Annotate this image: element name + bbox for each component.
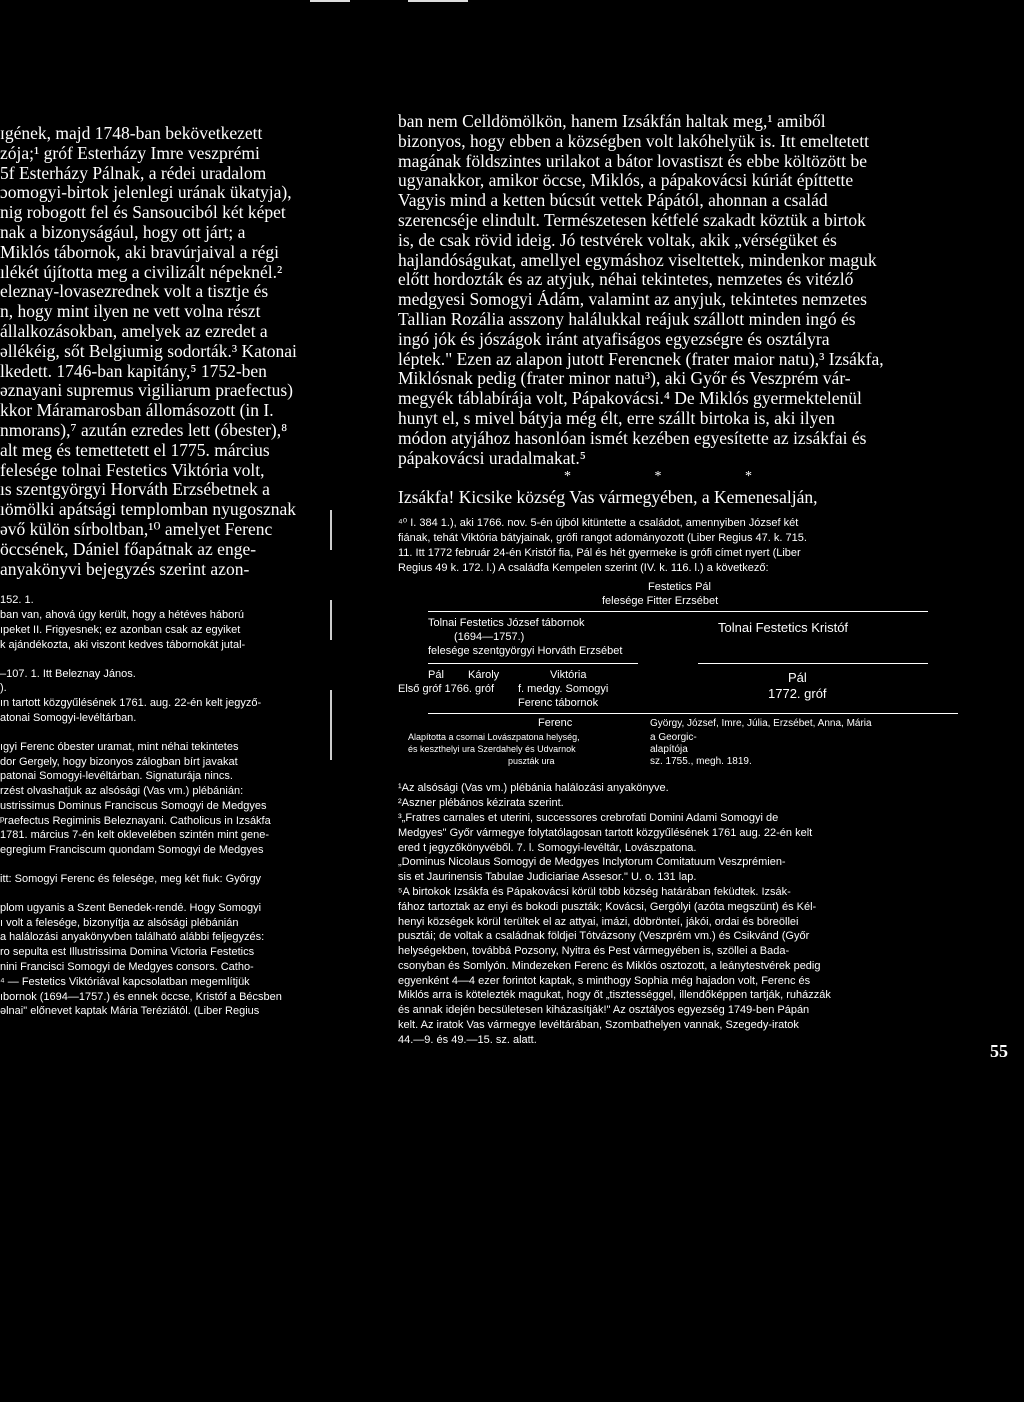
family-tree — [398, 581, 958, 781]
left-body-text — [0, 124, 330, 579]
tree-root-spouse: felesége Fitter Erzsébet — [602, 595, 719, 608]
footnote-line: ²Aszner plébános kézirata szerint. — [398, 797, 564, 810]
left-notes-d — [0, 872, 330, 887]
footnote-line: ⁵A birtokok Izsákfa és Pápakovácsi körül több község határában feküdtek. Izsák- — [398, 885, 791, 898]
text-line: magának földszintes urilakot a bátor lovastiszt és ebbe költözött be — [398, 151, 867, 171]
tree-root-name: Festetics Pál — [648, 581, 711, 594]
tree-line-3 — [698, 663, 928, 664]
text-line: ugyanakkor, amikor öccse, Miklós, a pápakovácsi kúriát építtette — [398, 171, 854, 191]
footnote-line: henyi községek körül terültek el az attyai, imázi, döbrönteí, jákói, ordai és böreöllei — [398, 915, 799, 928]
tree-b1-years: (1694—1757.) — [454, 631, 525, 644]
footnote-line: atonai Somogyi-levéltárban. — [0, 711, 137, 724]
footnote-line: ¹Az alsósági (Vas vm.) plébánia halálozási anyakönyve. — [398, 782, 669, 795]
tree-d-ferenc: Ferenc — [538, 717, 573, 730]
text-line: n, hogy mint ilyen ne vett volna részt — [0, 302, 261, 322]
tree-c-pal2-info: 1772. gróf — [768, 686, 827, 702]
footnote-line: ın tartott közgyűlésének 1761. aug. 22-én kelt jegyző- — [0, 697, 262, 710]
tree-d-ferenc-info1: Alapította a csornai Lovászpatona helység, — [408, 732, 580, 743]
tree-b1-name: Tolnai Festetics József tábornok — [428, 617, 585, 630]
tree-c-pal2: Pál — [788, 670, 807, 686]
footnote-line: Miklós arra is kötelezték magukat, hogy őt „tisztességgel, illendőképpen tartják, ruházzák — [398, 989, 831, 1002]
text-line: Miklós tábornok, aki bravúrjaival a régi — [0, 242, 279, 262]
left-notes-b — [0, 667, 330, 726]
text-line: Tallian Rozália asszony halálukkal reájuk szállott minden ingó és — [398, 309, 856, 329]
footnote-line: nini Francisci Somogyi de Medgyes consors. Catho- — [0, 961, 254, 974]
right-notes-a — [398, 516, 958, 575]
footnote-line: ³„Fratres carnales et uterini, successores crebrofati Domini Adami Somogyi de — [398, 811, 779, 824]
text-line: Vagyis mind a ketten búcsút vettek Pápától, ahonnan a család — [398, 191, 828, 211]
tree-d-children-2: a Georgic- — [650, 732, 697, 744]
footnote-line: 1781. március 7-én kelt oklevelében szintén mint gene- — [0, 829, 270, 842]
tree-d-children-4: sz. 1755., megh. 1819. — [650, 756, 752, 768]
right-body-text — [398, 112, 958, 468]
text-line: bizonyos, hogy ebben a községben volt lakóhelyük is. Itt emeltetett — [398, 131, 869, 151]
footnote-line: k ajándékozta, aki viszont kedves tábornokát jutal- — [0, 638, 246, 651]
right-page-column — [398, 112, 958, 1048]
footnote-line: fához tartoztak az enyi és bokodi puszták; Kovácsi, Gergólyi (azóta megszünt) és Kél- — [398, 900, 817, 913]
text-line: ban nem Celldömölkön, hanem Izsákfán haltak meg,¹ amiből — [398, 112, 826, 131]
tree-d-children-3: alapítója — [650, 744, 688, 756]
text-line: əznayani supremus vigiliarum praefectus) — [0, 381, 294, 401]
text-line: hunyt el, s mivel bátyja még élt, erre szállt birtoka is, aki ilyen — [398, 408, 835, 428]
text-line: alt meg és temettetett el 1775. március — [0, 440, 270, 460]
text-line: 5f Esterházy Pálnak, a rédei uradalom — [0, 163, 267, 183]
tree-c-pal: Pál — [428, 669, 444, 682]
footnote-line: egregium Franciscum quondam Somogyi de Medgyes — [0, 844, 264, 857]
footnote-line: Medgyes" Győr vármegye folytatólagosan tartott közgyűlésének 1761 aug. 22-én kelt — [398, 826, 813, 839]
right-notes-b — [398, 781, 958, 1047]
footnote-line: ⁴ — Festetics Viktóriával kapcsolatban megemlítjük — [0, 975, 250, 988]
footnote-line: rzést olvashatjuk az alsósági (Vas vm.) plébánián: — [0, 785, 244, 798]
footnote-line: –107. 1. Itt Beleznay János. — [0, 667, 136, 680]
tree-b2-name: Tolnai Festetics Kristóf — [718, 620, 849, 636]
text-line: lkedett. 1746-ban kapitány,⁵ 1752-ben — [0, 361, 267, 381]
izsakfa-line: Izsákfa! Kicsike község Vas vármegyében, a Kemenesalján, — [398, 488, 818, 508]
text-line: anyakönyvi bejegyzés szerint azon- — [0, 559, 250, 579]
text-line: felesége tolnai Festetics Viktória volt, — [0, 460, 265, 480]
text-line: kkor Máramarosban állomásozott (in I. — [0, 401, 274, 421]
footnote-line: a halálozási anyakönyvben található alábbi feljegyzés: — [0, 931, 265, 944]
footnote-line: kelt. Az iratok Vas vármegye levéltárában, Szombathelyen vannak, Szegedy-iratok — [398, 1019, 799, 1032]
section-stars: * * * — [564, 469, 792, 485]
text-line: Miklósnak pedig (frater minor natu³), aki Győr és Veszprém vár- — [398, 369, 851, 389]
footnote-line: „Dominus Nicolaus Somogyi de Medgyes Inclytorum Comitatuum Veszprémien- — [398, 856, 786, 869]
footnote-line: ustrissimus Dominus Franciscus Somogyi de Medgyes — [0, 799, 267, 812]
gutter-bar-2 — [330, 600, 332, 640]
tree-line-2 — [428, 663, 638, 664]
text-line: ıs szentgyörgyi Horváth Erzsébetnek a — [0, 480, 270, 500]
footnote-line: 44.—9. és 49.—15. sz. alatt. — [398, 1033, 537, 1046]
text-line: léptek." Ezen az alapon jutott Ferencnek (frater maior natu),³ Izsákfa, — [398, 349, 884, 369]
text-line: szerencséje elindult. Természetesen kétfelé szakadt köztük a birtok — [398, 210, 866, 230]
text-line: ılékét újította meg a civilizált népeknél.² — [0, 262, 283, 282]
footnote-line: és annak idején becsületesen kiházasítják!" Az osztályos egyezség 1749-ben Pápán — [398, 1004, 810, 1017]
footnote-line: ıbornok (1694—1757.) és ennek öccse, Kristóf a Bécsben — [0, 990, 282, 1003]
footnote-line: dor Gergely, hogy bizonyos zálogban bírt javakat — [0, 755, 238, 768]
footnote-line: pusztái; de voltak a családnak földjei Tótvázsony (Veszprém vm.) és Csikvánd (Győr — [398, 930, 810, 943]
left-notes-a — [0, 593, 330, 652]
footnote-line: ban van, ahová úgy került, hogy a hétéves háború — [0, 609, 245, 622]
left-notes-c — [0, 740, 330, 858]
text-line: ıömölki apátsági templomban nyugosznak — [0, 500, 296, 520]
footnote-line: plom ugyanis a Szent Benedek-rendé. Hogy Somogyi — [0, 901, 262, 914]
tree-d-ferenc-info3: puszták ura — [508, 756, 555, 767]
tree-c-karoly: Károly — [468, 669, 500, 682]
text-line: əvő külön sírboltban,¹⁰ amelyet Ferenc — [0, 519, 273, 539]
text-line: ɔomogyi-birtok jelenlegi urának ükatyja), — [0, 183, 292, 203]
footnote-line: ı volt a felesége, bizonyítja az alsósági plébánián — [0, 916, 239, 929]
tree-c-pal-info: Első gróf 1766. gróf — [398, 683, 495, 696]
footnote-line: fiának, tehát Viktória bátyjainak, grófi rangot adományozott (Liber Regius 47. k. 715. — [398, 531, 807, 544]
text-line: medgyesi Somogyi Ádám, valamint az anyjuk, tekintetes nemzetes — [398, 290, 867, 310]
footnote-line: 11. Itt 1772 február 24-én Kristóf fia, Pál és hét gyermeke is grófi címet nyert (Liber — [398, 546, 801, 559]
text-line: nak a bizonyságául, hogy ott járt; a — [0, 222, 246, 242]
footnote-line: itt: Somogyi Ferenc és felesége, meg két fiuk: Győrgy — [0, 873, 262, 886]
tree-line-4 — [428, 713, 958, 714]
footnote-line: patonai Somogyi-levéltárban. Signaturája nincs. — [0, 770, 233, 783]
gutter-bar-1 — [330, 510, 332, 550]
footnote-line: Regius 49 k. 172. l.) A családfa Kempelen szerint (IV. k. 116. l.) a következő: — [398, 561, 769, 574]
footnote-line: egyenként 4—4 ezer forintot kaptak, s minthogy Sophia még hajadon volt, Ferenc és — [398, 974, 811, 987]
text-line: öccsének, Dániel főapátnak az enge- — [0, 539, 257, 559]
page-number: 55 — [990, 1041, 1008, 1061]
footnote-line: ᵖraefectus Regiminis Beleznayani. Catholicus in Izsákfa — [0, 814, 271, 827]
top-rule-right — [408, 0, 468, 2]
text-line: ingó jók és jószágok iránt atyafiságos egyezségre és osztályra — [398, 329, 830, 349]
footnote-line: əlnai" előnevet kaptak Mária Teréziától. (Liber Regius — [0, 1005, 260, 1018]
text-line: is, de csak rövid ideig. Jó testvérek voltak, akik „vérségüket és — [398, 230, 837, 250]
left-page-column — [0, 124, 330, 1019]
footnote-line: ). — [0, 682, 7, 695]
gutter-bar-3 — [330, 690, 332, 760]
text-line: előtt hordozták és az atyjuk, néhai tekintetes, nemzetes és vitézlő — [398, 270, 854, 290]
text-line: hajlandóságukat, amellyel egymáshoz viseltettek, mindenkor maguk — [398, 250, 877, 270]
text-line: əllékéig, sőt Belgiumig sodorták.³ Katonai — [0, 341, 297, 361]
text-line: állalkozásokban, amelyek az ezredet a — [0, 321, 268, 341]
footnote-line: helységekben, továbbá Pozsony, Nyitra és Pest vármegyében is, szöllei a Bada- — [398, 945, 790, 958]
text-line: eleznay-lovasezrednek volt a tisztje és — [0, 282, 269, 302]
tree-b1-spouse: felesége szentgyörgyi Horváth Erzsébet — [428, 645, 623, 658]
tree-d-children: György, József, Imre, Júlia, Erzsébet, Anna, Mária — [650, 718, 872, 730]
text-line: módon atyjához hasonlóan ismét kezében egyesítette az izsákfai és — [398, 428, 867, 448]
footnote-line: ıpeket II. Frigyesnek; ez azonban csak az egyiket — [0, 623, 241, 636]
tree-d-ferenc-info2: és keszthelyi ura Szerdahely és Udvarnok — [408, 744, 576, 755]
tree-c-viktoria-spouse: f. medgy. Somogyi — [518, 683, 609, 696]
footnote-line: 152. 1. — [0, 594, 34, 607]
footnote-line: ⁴⁰ I. 384 1.), aki 1766. nov. 5-én újból kitüntette a családot, amennyiben József két — [398, 517, 799, 530]
text-line: ɪgének, majd 1748-ban bekövetkezett — [0, 124, 263, 143]
footnote-line: ered t jegyzőkönyvéből. 7. l. Somogyi-levéltár, Lovászpatona. — [398, 841, 697, 854]
text-line: pápakovácsi uradalmakat.⁵ — [398, 448, 586, 468]
footnote-line: ıgyi Ferenc óbester uramat, mint néhai tekintetes — [0, 740, 239, 753]
text-line: megyék táblabírája volt, Pápakovácsi.⁴ De Miklós gyermektelenül — [398, 389, 862, 409]
footnote-line: sis et Jaurinensis Tabulae Judiciariae Assesor." U. o. 131 lap. — [398, 871, 697, 884]
left-notes-e — [0, 901, 330, 1019]
footnote-line: ro sepulta est Illustrissima Domina Victoria Festetics — [0, 946, 255, 959]
footnote-line: csonyban és Somlyón. Mindezeken Ferenc és Miklós osztozott, a leánytestvérek pedig — [398, 959, 821, 972]
text-line: nig robogott fel és Sansouciból két képet — [0, 203, 286, 223]
tree-c-viktoria: Viktória — [550, 669, 587, 682]
tree-line-1 — [428, 611, 928, 612]
text-line: zója;¹ gróf Esterházy Imre veszprémi — [0, 143, 260, 163]
top-rule-left — [310, 0, 350, 2]
tree-c-viktoria-info: Ferenc tábornok — [518, 697, 599, 710]
text-line: nmorans),⁷ azután ezredes lett (óbester),⁸ — [0, 420, 288, 440]
